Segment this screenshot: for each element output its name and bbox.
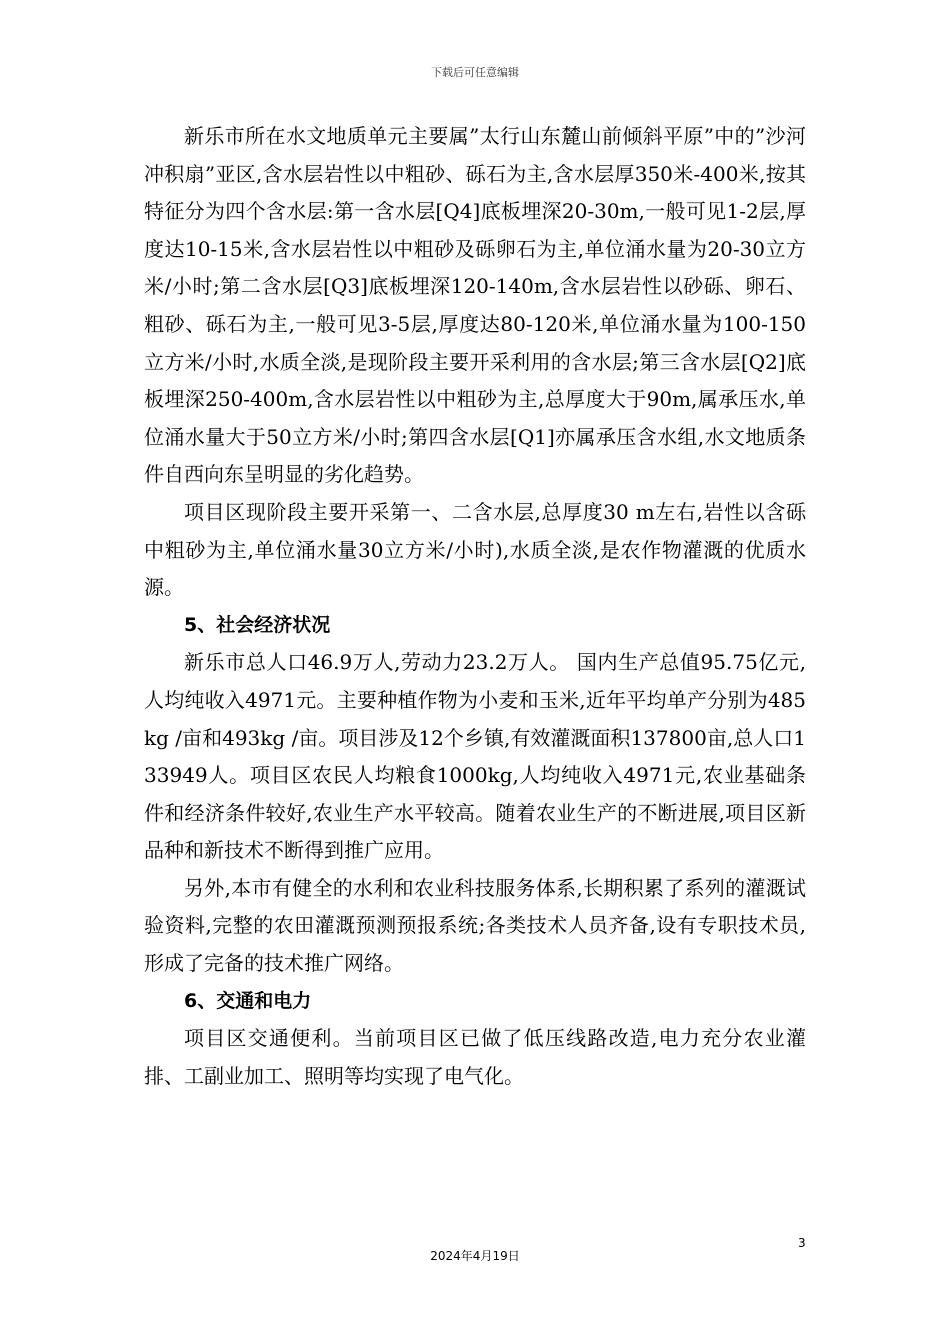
document-body [144,118,806,1095]
paragraph-hydrogeology: 新乐市所在水文地质单元主要属”太行山东麓山前倾斜平原”中的”沙河冲积扇”亚区,含水层岩性以中粗砂、砾石为主,含水层厚350米-400米,按其特征分为四个含水层:第一含水层[Q4]底板埋深20-30m,一般可见1-2层,厚度达10-15米,含水层岩性以中粗砂及砾卵石为主,单位涌水量为20-30立方米/小时;第二含水层[Q3]底板埋深120-140m,含水层岩性以砂砾、卵石、粗砂、砾石为主,一般可见3-5层,厚度达80-120米,单位涌水量为100-150立方米/小时,水质全淡,是现阶段主要开采利用的含水层;第三含水层[Q2]底板埋深250-400m,含水层岩性以中粗砂为主,总厚度大于90m,属承压水,单位涌水量大于50立方米/小时;第四含水层[Q1]亦属承压含水组,水文地质条件自西向东呈明显的劣化趋势。 [144,124,806,487]
page-footer-date: 2024年4月19日 [430,1249,520,1263]
paragraph-service-system: 另外,本市有健全的水利和农业科技服务体系,长期积累了系列的灌溉试验资料,完整的农田灌溉预测预报系统;各类技术人员齐备,设有专职技术员,形成了完备的技术推广网络。 [144,875,806,976]
page-header: 下载后可任意编辑 [431,66,519,79]
page-number: 3 [798,1236,806,1250]
section-heading-transport-power: 6、交通和电力 [184,989,312,1012]
paragraph-aquifer-use: 项目区现阶段主要开采第一、二含水层,总厚度30 m左右,岩性以含砾中粗砂为主,单位涌水量30立方米/小时),水质全淡,是农作物灌溉的优质水源。 [144,499,806,600]
section-heading-socioeconomic: 5、社会经济状况 [184,613,331,636]
paragraph-transport-power: 项目区交通便利。当前项目区已做了低压线路改造,电力充分农业灌排、工副业加工、照明等均实现了电气化。 [144,1026,806,1088]
paragraph-population-economy: 新乐市总人口46.9万人,劳动力23.2万人。 国内生产总值95.75亿元,人均纯收入4971元。主要种植作物为小麦和玉米,近年平均单产分别为485kg /亩和493kg /亩。项目涉及12个乡镇,有效灌溉面积137800亩,总人口133949人。项目区农民人均粮食1000kg,人均纯收入4971元,农业基础条件和经济条件较好,农业生产水平较高。随着农业生产的不断进展,项目区新品种和新技术不断得到推广应用。 [144,650,806,863]
